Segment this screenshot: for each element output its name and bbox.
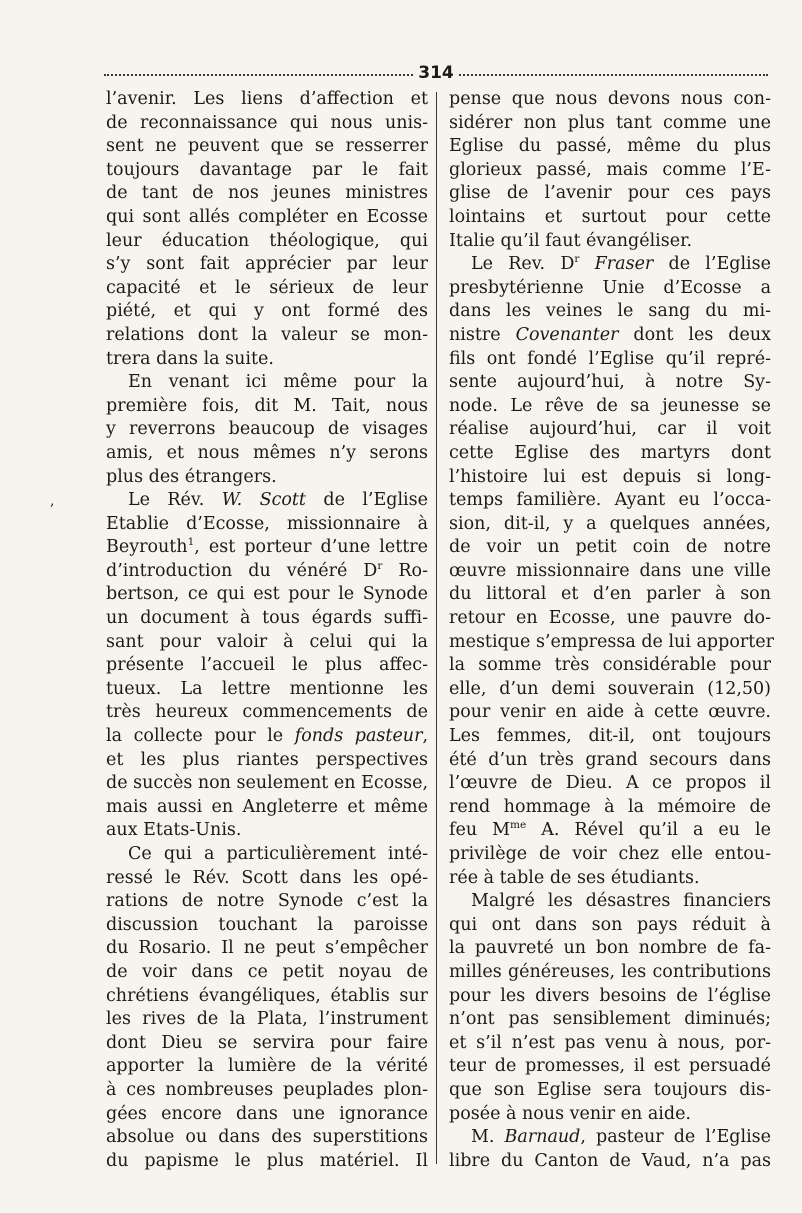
text-line: de succès non seulement en Ecosse, <box>106 773 429 794</box>
text-run: A. Rével qu’il a eu le <box>526 820 771 841</box>
text-line: En venant ici même pour la <box>128 372 428 393</box>
text-line: à ces nombreuses peuplades plon- <box>106 1079 428 1100</box>
text-line: de tant de nos jeunes ministres <box>106 183 428 204</box>
text-line: sant pour valoir à celui qui la <box>106 631 428 652</box>
text-line: bertson, ce qui est pour le Synode <box>106 584 428 605</box>
text-line: les rives de la Plata, l’instrument <box>106 1009 428 1030</box>
text-line: présente l’accueil le plus affec- <box>106 655 428 676</box>
text-line: chrétiens évangéliques, établis sur <box>106 985 428 1006</box>
text-line: et les plus riantes perspectives <box>106 749 428 770</box>
text-line: sent ne peuvent que se resserrer <box>106 136 428 157</box>
text-line: discussion touchant la paroisse <box>106 914 428 935</box>
text-line <box>106 725 428 749</box>
text-line: glorieux passé, mais comme l’E- <box>449 159 771 180</box>
text-line: elle, d’un demi souverain (12,50) <box>449 678 771 699</box>
text-line: rend hommage à la mémoire de <box>449 796 771 817</box>
text-line: mestique s’empressa de lui apporter <box>449 631 774 652</box>
text-line <box>449 253 771 277</box>
text-line: du littoral et d’en parler à son <box>449 584 771 605</box>
text-line: n’ont pas sensiblement diminués; <box>449 1009 771 1030</box>
text-run: , pasteur de l’Eglise <box>580 1127 771 1148</box>
person-name: Fraser <box>594 254 654 275</box>
text-line: première fois, dit M. Tait, nous <box>106 395 428 416</box>
superscript: r <box>377 560 383 573</box>
text-line: node. Le rêve de sa jeunesse se <box>449 395 771 416</box>
text-line: du papisme le plus matériel. Il <box>106 1150 428 1171</box>
text-run: nistre <box>449 324 516 345</box>
italic-term: fonds pasteur <box>294 726 423 747</box>
text-line: cette Eglise des martyrs dont <box>449 442 771 463</box>
text-line: libre du Canton de Vaud, n’a pas <box>449 1150 771 1171</box>
text-run <box>579 254 594 274</box>
text-line: aux Etats-Unis. <box>106 820 242 841</box>
text-line: rations de notre Synode c’est la <box>106 891 428 912</box>
text-line: mais aussi en Angleterre et même <box>106 796 428 817</box>
text-line: trera dans la suite. <box>106 348 274 369</box>
text-run: , est porteur d’une lettre <box>194 537 428 558</box>
right-column <box>449 88 774 1173</box>
text-line: très heureux commencements de <box>106 702 428 723</box>
text-line: dans les veines le sang du mi- <box>449 301 771 322</box>
text-line: réalise aujourd’hui, car il voit <box>449 419 771 440</box>
superscript: me <box>510 819 527 832</box>
text-run: Beyrouth <box>106 537 188 558</box>
text-run: de l’Eglise <box>653 254 771 275</box>
text-line: la somme très considérable pour <box>449 655 771 676</box>
text-line: milles généreuses, les contributions <box>449 961 771 982</box>
text-line: œuvre missionnaire dans une ville <box>449 560 771 581</box>
text-line <box>449 1126 771 1150</box>
text-line: lointains et surtout pour cette <box>449 206 771 227</box>
margin-mark: , <box>50 493 55 509</box>
text-line: absolue ou dans des superstitions <box>106 1127 428 1148</box>
text-line: rée à table de ses étudiants. <box>449 867 700 888</box>
italic-term: Covenanter <box>515 324 619 345</box>
text-line: Italie qu’il faut évangéliser. <box>449 230 693 251</box>
text-line: Ce qui a particulièrement inté- <box>128 844 428 864</box>
text-line: sente aujourd’hui, à notre Sy- <box>449 372 771 393</box>
column-divider <box>436 92 437 1164</box>
text-line: sidérer non plus tant comme une <box>449 112 771 133</box>
text-line: qui ont dans son pays réduit à <box>449 914 771 935</box>
text-line: ressé le Rév. Scott dans les opé- <box>106 867 428 888</box>
text-line: gées encore dans une ignorance <box>106 1103 428 1124</box>
person-name: W. Scott <box>221 490 306 511</box>
page-header <box>104 62 768 86</box>
text-line: pour les divers besoins de l’église <box>449 985 771 1006</box>
text-line: de reconnaissance qui nous unis- <box>106 112 428 133</box>
text-line: Malgré les désastres financiers <box>471 891 771 912</box>
text-line: relations dont la valeur se mon- <box>106 324 428 345</box>
text-line: l’œuvre de Dieu. A ce propos il <box>449 773 771 794</box>
text-line: glise de l’avenir pour ces pays <box>449 183 771 204</box>
text-line: y reverrons beaucoup de visages <box>106 419 428 440</box>
text-run: Ro- <box>382 560 428 581</box>
text-line: temps familière. Ayant eu l’occa- <box>449 490 771 511</box>
text-line: amis, et nous mêmes n’y serons <box>106 442 428 463</box>
page-number: 314 <box>414 62 458 84</box>
text-run: Le Rév. <box>128 490 222 511</box>
text-line: s’y sont fait apprécier par leur <box>106 254 428 275</box>
text-run: , <box>422 726 429 747</box>
text-line: de voir dans ce petit noyau de <box>106 961 428 982</box>
text-line: un document à tous égards suffi- <box>106 608 428 629</box>
text-line: leur éducation théologique, qui <box>106 230 428 251</box>
text-line <box>449 324 771 348</box>
text-line: retour en Ecosse, une pauvre do- <box>449 608 771 629</box>
text-run: d’introduction du vénéré D <box>106 560 378 581</box>
text-line: privilège de voir chez elle entou- <box>449 844 771 864</box>
text-line: Eglise du passé, même du plus <box>449 136 771 157</box>
person-name: Barnaud <box>504 1127 581 1148</box>
text-line: apporter la lumière de la vérité <box>106 1056 428 1077</box>
text-run: dont les deux <box>618 324 771 345</box>
text-line: tueux. La lettre mentionne les <box>106 678 428 699</box>
text-line: capacité et le sérieux de leur <box>106 277 428 298</box>
text-line: la pauvreté un bon nombre de fa- <box>449 938 771 959</box>
text-line <box>106 560 428 584</box>
text-run: Le Rev. D <box>471 254 575 275</box>
text-line: posée à nous venir en aide. <box>449 1103 691 1124</box>
text-line: piété, et qui y ont formé des <box>106 301 428 322</box>
text-line <box>449 819 771 843</box>
left-column <box>106 88 428 1173</box>
text-line: presbytérienne Unie d’Ecosse a <box>449 277 771 298</box>
text-line: pour venir en aide à cette œuvre. <box>449 702 771 723</box>
text-line: dont Dieu se servira pour faire <box>106 1032 428 1053</box>
text-run: de l’Eglise <box>305 490 428 511</box>
text-line: et s’il n’est pas venu à nous, por- <box>449 1032 771 1053</box>
text-line: Etablie d’Ecosse, missionnaire à <box>106 513 428 534</box>
text-run: la collecte pour le <box>106 726 295 747</box>
text-run: feu M <box>449 820 511 841</box>
text-line: fils ont fondé l’Eglise qu’il repré- <box>449 348 771 369</box>
text-line: l’avenir. Les liens d’affection et <box>106 89 428 109</box>
text-line: qui sont allés compléter en Ecosse <box>106 206 428 227</box>
text-line: toujours davantage par le fait <box>106 159 428 180</box>
text-line: Les femmes, dit-il, ont toujours <box>449 726 771 747</box>
text-run: M. <box>471 1127 505 1148</box>
text-line: été d’un très grand secours dans <box>449 749 771 770</box>
text-line: teur de promesses, il est persuadé <box>449 1056 771 1077</box>
footnote-ref: 1 <box>187 536 195 549</box>
text-line <box>106 489 428 513</box>
text-line: plus des étrangers. <box>106 466 277 487</box>
text-line: du Rosario. Il ne peut s’empêcher <box>106 938 428 959</box>
text-line: pense que nous devons nous con- <box>449 89 771 109</box>
text-line: que son Eglise sera toujours dis- <box>449 1079 771 1100</box>
text-line <box>106 536 428 560</box>
superscript: r <box>574 253 580 266</box>
text-line: de voir un petit coin de notre <box>449 537 771 558</box>
text-line: l’histoire lui est depuis si long- <box>449 466 771 487</box>
text-line: sion, dit-il, y a quelques années, <box>449 513 771 534</box>
